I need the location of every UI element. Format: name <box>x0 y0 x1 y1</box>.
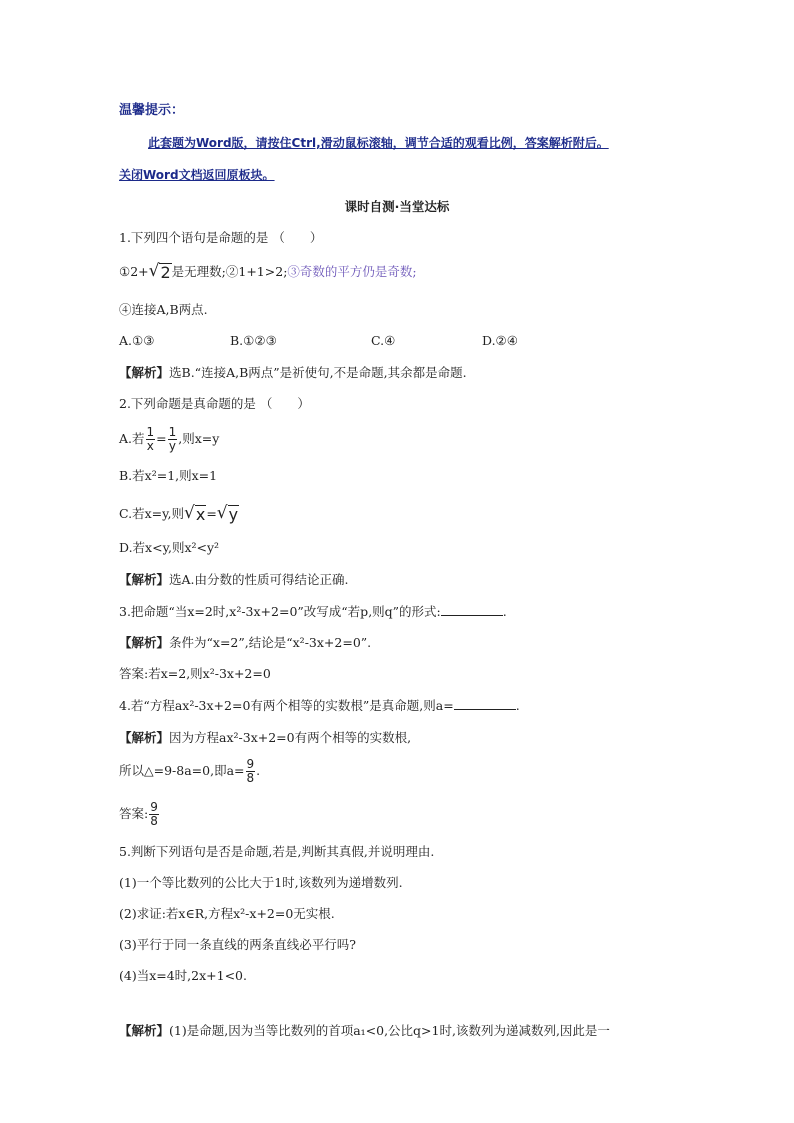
tip-instruction: 此套题为Word版，请按住Ctrl,滑动鼠标滚轴，调节合适的观看比例，答案解析附后。 <box>148 136 609 150</box>
question-2-analysis <box>119 571 349 589</box>
fraction-1-over-x <box>146 426 156 453</box>
analysis-tag: 【解析】 <box>119 572 170 587</box>
sqrt-x <box>184 504 206 523</box>
denominator: 8 <box>246 771 255 785</box>
analysis-tag: 【解析】 <box>119 635 170 650</box>
numerator: 1 <box>146 425 155 439</box>
equals-sign: = <box>206 506 217 521</box>
fraction-1-over-y <box>168 426 178 453</box>
answer-label: 答案: <box>119 806 149 821</box>
radicand: y <box>228 505 239 524</box>
equals-sign: = <box>156 431 167 446</box>
question-5-analysis <box>119 1022 610 1040</box>
radicand: 2 <box>160 263 171 282</box>
period: . <box>502 604 507 619</box>
fraction-9-over-8 <box>149 801 159 828</box>
question-3-text: 3.把命题“当x=2时,x²-3x+2=0”改写成“若p,则q”的形式: <box>119 604 441 619</box>
option-c-prefix: C.若x=y,则 <box>119 506 184 521</box>
option-b: B.①②③ <box>230 333 277 348</box>
statement-1-prefix: ①2+ <box>119 264 149 279</box>
section-title: 课时自测·当堂达标 <box>344 199 450 214</box>
question-5-stem: 5.判断下列语句是否是命题,若是,判断其真假,并说明理由. <box>119 844 435 859</box>
radical-sign-icon: √ <box>216 503 228 523</box>
denominator: x <box>146 439 154 453</box>
question-4-analysis-line-2 <box>119 754 260 788</box>
sqrt-two <box>149 262 172 281</box>
option-a: A.①③ <box>119 333 155 348</box>
analysis-text: 条件为“x=2”,结论是“x²-3x+2=0”. <box>169 635 372 650</box>
answer-blank <box>441 603 503 616</box>
period: . <box>515 698 520 713</box>
statement-4: ④连接A,B两点. <box>119 302 208 317</box>
question-2-stem: 2.下列命题是真命题的是 （ ） <box>119 396 310 411</box>
question-3-stem <box>119 603 507 621</box>
analysis-tag: 【解析】 <box>119 730 170 745</box>
radical-sign-icon: √ <box>184 503 195 523</box>
analysis-text: 所以△=9-8a=0,即a= <box>119 763 245 778</box>
statement-1-suffix: 是无理数;②1+1>2; <box>171 264 288 279</box>
analysis-text: (1)是命题,因为当等比数列的首项a₁<0,公比q>1时,该数列为递减数列,因此是一 <box>169 1023 610 1038</box>
tip-title: 温馨提示： <box>119 103 185 118</box>
analysis-text: 因为方程ax²-3x+2=0有两个相等的实数根, <box>169 730 412 745</box>
question-5-statement-3: (3)平行于同一条直线的两条直线必平行吗? <box>119 937 356 952</box>
option-d: D.若x<y,则x²<y² <box>119 540 220 555</box>
option-d: D.②④ <box>482 333 518 348</box>
radicand: x <box>195 505 206 524</box>
fraction-9-over-8 <box>246 758 256 785</box>
question-1-statements <box>119 262 417 281</box>
analysis-text: 选A.由分数的性质可得结论正确. <box>169 572 349 587</box>
question-1-analysis <box>119 364 467 382</box>
question-4-text: 4.若“方程ax²-3x+2=0有两个相等的实数根”是真命题,则a= <box>119 698 454 713</box>
option-a-suffix: ,则x=y <box>178 431 220 446</box>
analysis-tag: 【解析】 <box>119 1023 170 1038</box>
answer-blank <box>454 697 516 710</box>
question-4-stem <box>119 697 520 715</box>
option-a-prefix: A.若 <box>119 431 145 446</box>
option-c <box>119 504 239 523</box>
tip-instruction-return: 关闭Word文档返回原板块。 <box>119 168 275 182</box>
option-a <box>119 422 219 456</box>
numerator: 1 <box>168 425 177 439</box>
question-3-answer: 答案:若x=2,则x²-3x+2=0 <box>119 666 271 681</box>
sqrt-y <box>217 504 239 523</box>
radical-sign-icon: √ <box>148 261 160 281</box>
analysis-text: 选B.“连接A,B两点”是祈使句,不是命题,其余都是命题. <box>169 365 467 380</box>
denominator: y <box>168 439 177 453</box>
denominator: 8 <box>150 814 158 828</box>
numerator: 9 <box>246 757 255 771</box>
question-1-stem: 1.下列四个语句是命题的是 （ ） <box>119 230 323 245</box>
option-c: C.④ <box>371 333 396 348</box>
question-4-answer <box>119 797 160 831</box>
numerator: 9 <box>150 800 158 814</box>
question-4-analysis <box>119 729 411 747</box>
analysis-tag: 【解析】 <box>119 365 170 380</box>
question-5-statement-4: (4)当x=4时,2x+1<0. <box>119 968 247 983</box>
question-5-statement-1: (1)一个等比数列的公比大于1时,该数列为递增数列. <box>119 875 403 890</box>
question-3-analysis <box>119 634 371 652</box>
question-5-statement-2: (2)求证:若x∈R,方程x²-x+2=0无实根. <box>119 906 335 921</box>
statement-3: ③奇数的平方仍是奇数; <box>287 264 417 279</box>
period: . <box>256 763 261 778</box>
option-b: B.若x²=1,则x=1 <box>119 468 218 483</box>
